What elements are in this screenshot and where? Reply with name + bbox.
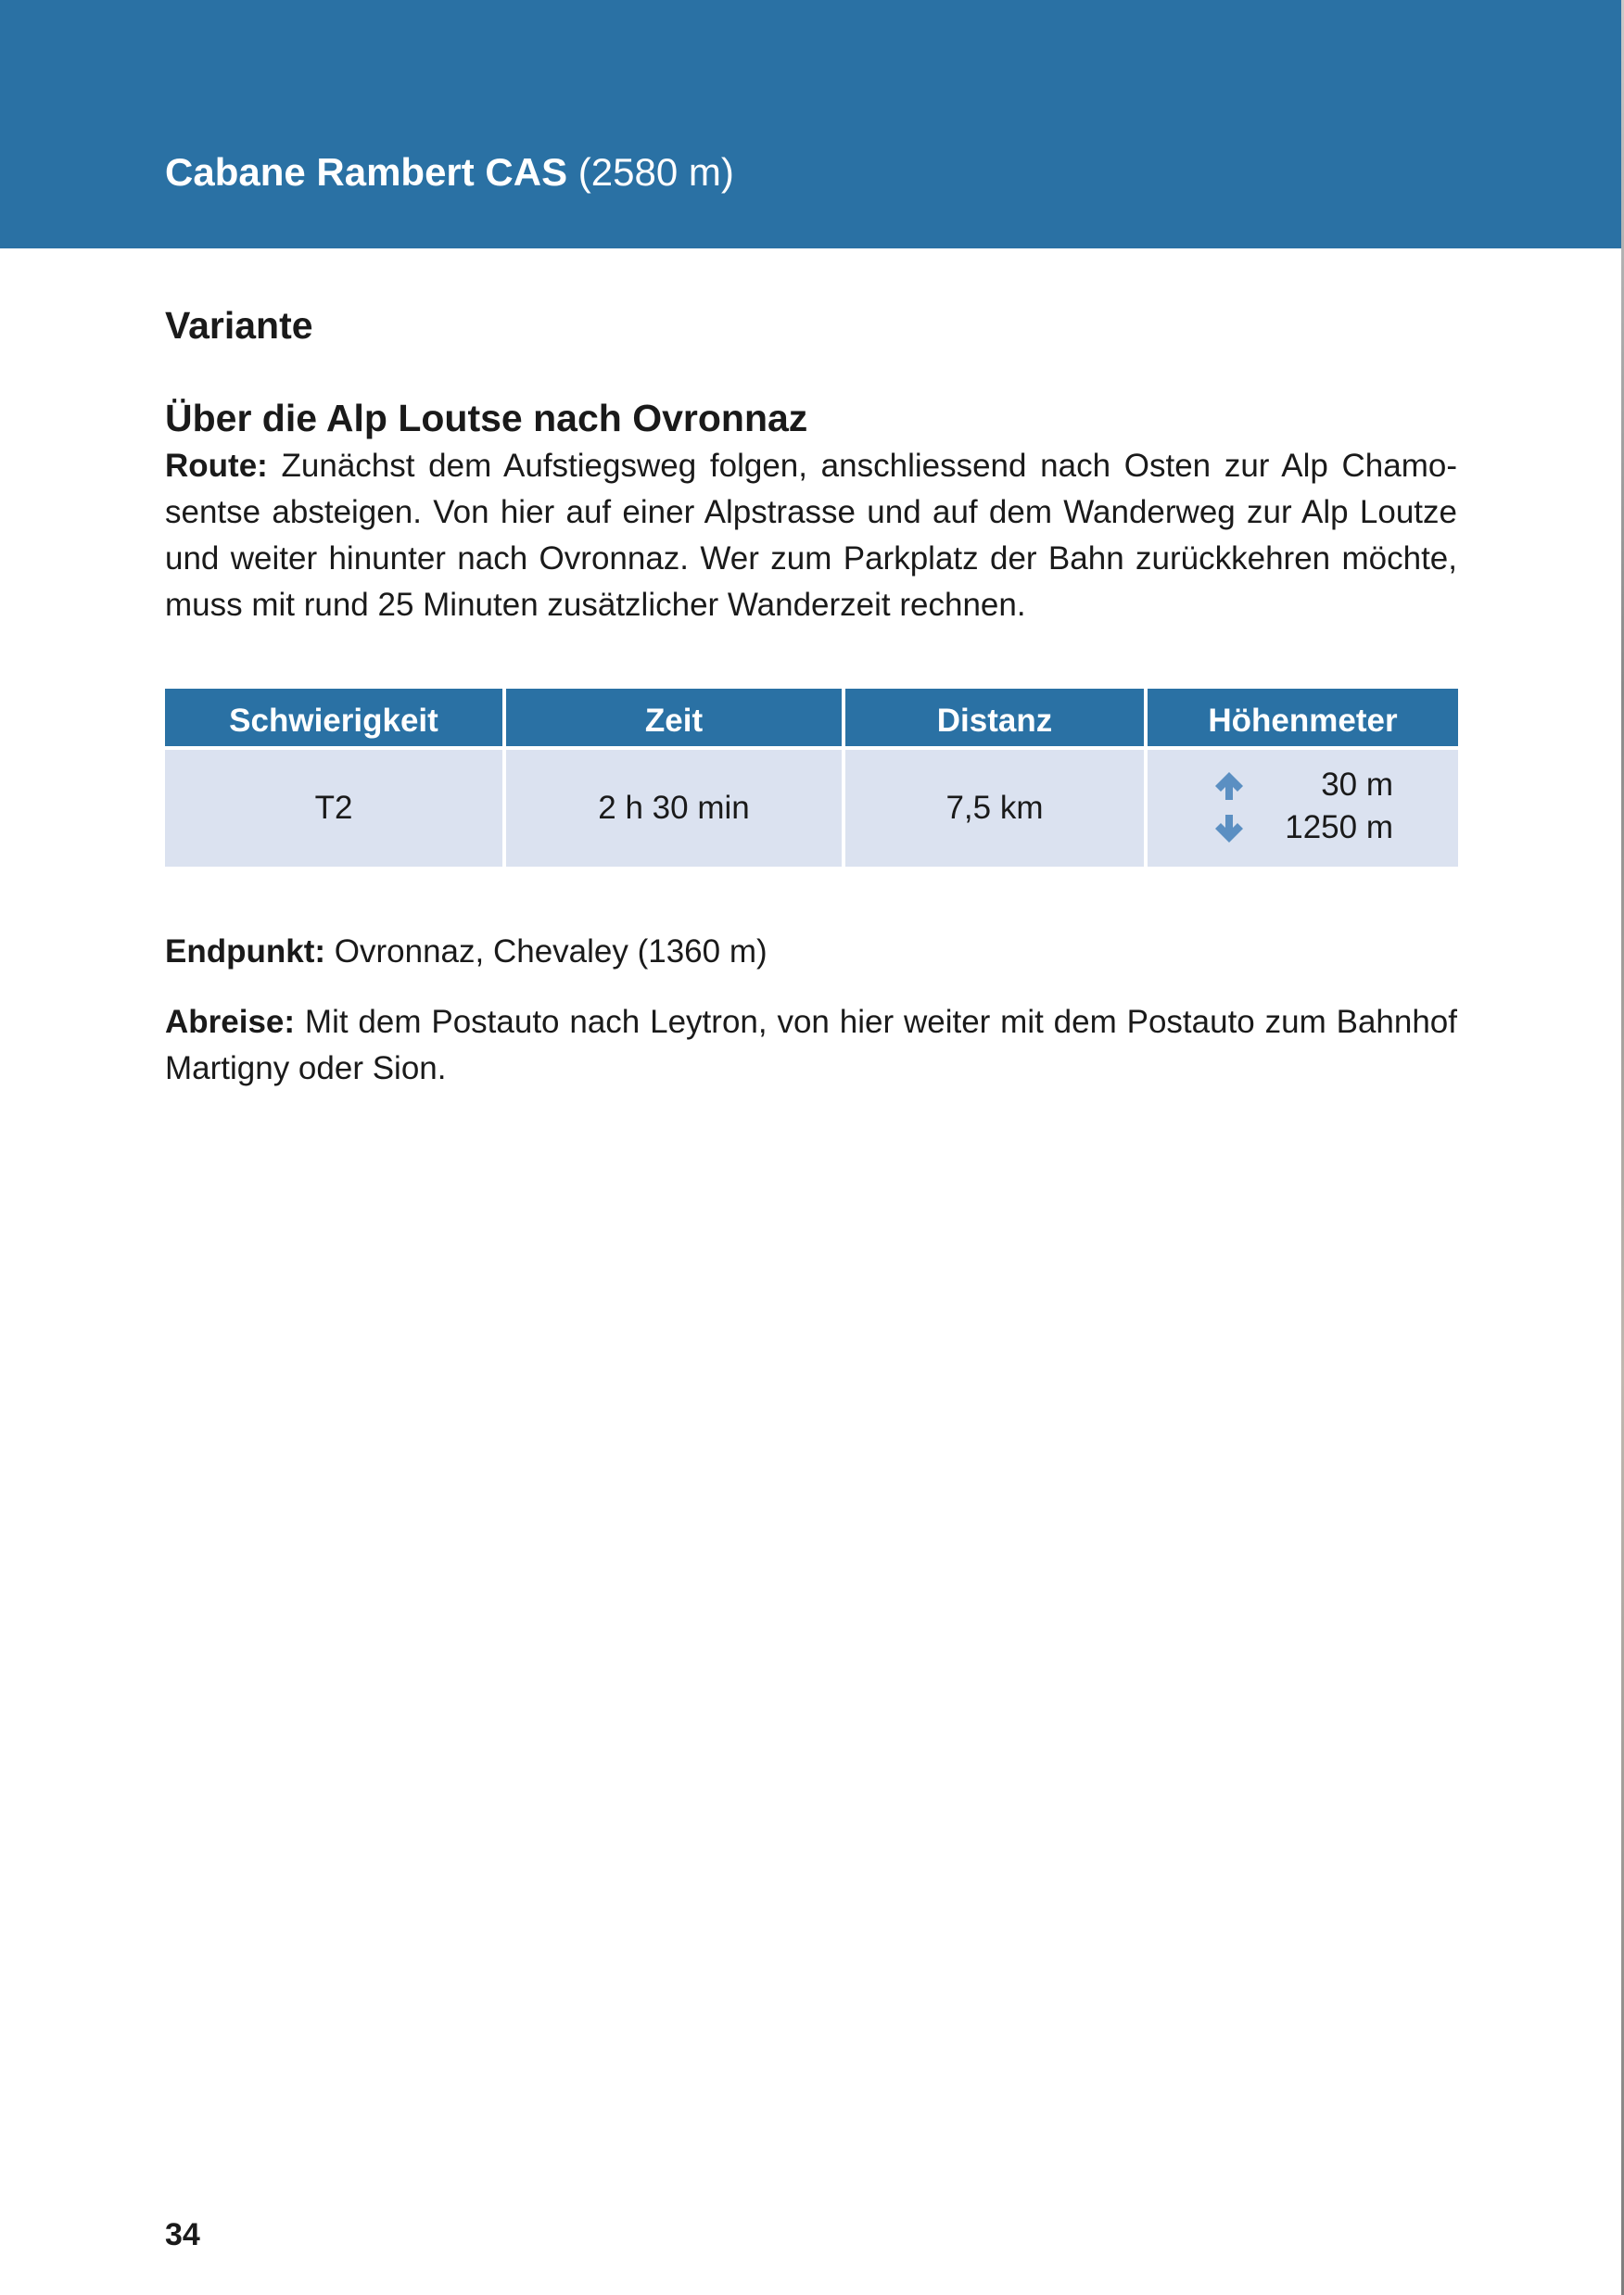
header-time: Zeit (506, 689, 842, 746)
descent-value: 1250 m (1285, 809, 1393, 845)
route-paragraph (165, 443, 1457, 628)
header-band (0, 0, 1621, 248)
cell-time: 2 h 30 min (506, 750, 842, 867)
departure-text: Mit dem Postauto nach Leytron, von hier weiter mit dem Postauto zum Bahnhof Martigny oder Sion. (165, 1004, 1457, 1086)
header-elevation: Höhenmeter (1148, 689, 1458, 746)
hut-title (165, 150, 734, 195)
route-title: Über die Alp Loutse nach Ovronnaz (165, 397, 808, 439)
hut-name: Cabane Rambert CAS (165, 150, 568, 194)
departure-paragraph (165, 999, 1457, 1092)
section-label: Variante (165, 304, 313, 347)
cell-elevation (1148, 750, 1458, 867)
page-number: 34 (165, 2217, 200, 2252)
endpoint-paragraph (165, 929, 1457, 975)
route-label: Route: (165, 448, 268, 484)
elevation-block (1148, 750, 1458, 867)
header-difficulty: Schwierigkeit (165, 689, 502, 746)
departure-label: Abreise: (165, 1004, 296, 1040)
header-distance: Distanz (845, 689, 1144, 746)
arrow-down-icon (1212, 813, 1246, 844)
cell-difficulty: T2 (165, 750, 502, 867)
arrow-up-icon (1212, 770, 1246, 802)
ascent-value: 30 m (1321, 767, 1393, 803)
cell-distance: 7,5 km (845, 750, 1144, 867)
hut-altitude: (2580 m) (577, 150, 734, 194)
ascent-row (1148, 765, 1458, 805)
tour-info-table (165, 689, 1458, 867)
route-description: Zunächst dem Aufstiegsweg folgen, anschliessend nach Osten zur Alp Chamosentse absteigen. Von hier auf einer Alpstrasse und auf dem Wanderweg zur Alp Loutze und weiter hinunter nach Ovronnaz. Wer zum Parkplatz der Bahn zurückkehren möchte, muss mit rund 25 Minuten zusätzlicher Wanderzeit rechnen. (165, 448, 1457, 623)
descent-row (1148, 807, 1458, 848)
endpoint-label: Endpunkt: (165, 933, 326, 970)
endpoint-text: Ovronnaz, Chevaley (1360 m) (334, 933, 768, 970)
